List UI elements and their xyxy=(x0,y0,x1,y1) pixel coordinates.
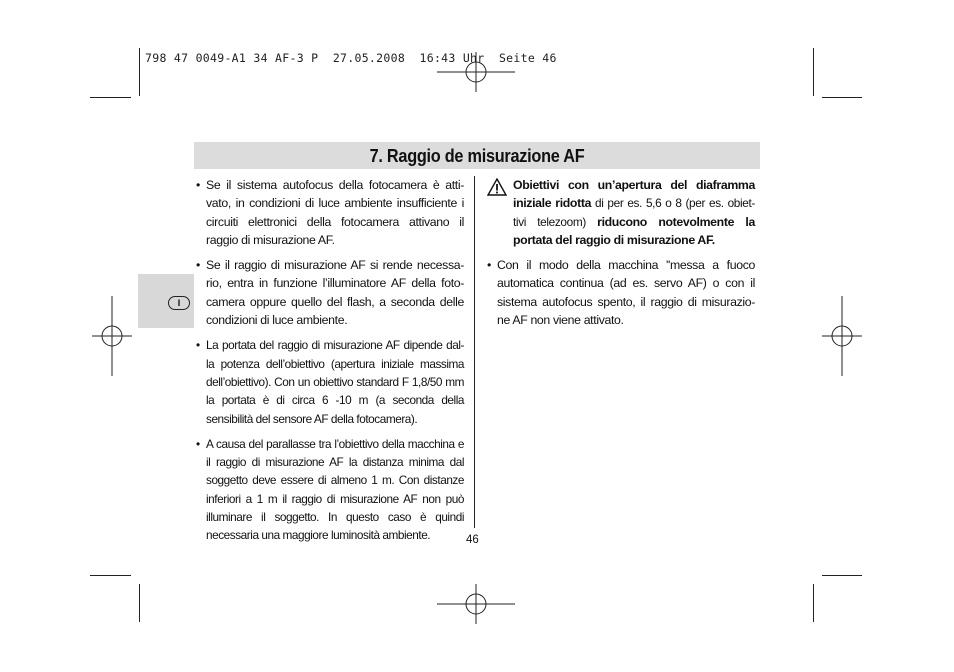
crop-mark xyxy=(90,575,131,576)
column-divider xyxy=(474,176,475,528)
crop-mark xyxy=(813,48,814,96)
language-tab xyxy=(138,274,194,328)
print-header: 798 47 0049-A1 34 AF-3 P 27.05.2008 16:43 Uhr Seite 46 xyxy=(145,51,557,65)
list-item: • La portata del raggio di misurazione AF dipende dal-la potenza dell’obiettivo (apertura iniziale massima dell’obiettivo). Con un obiettivo standard F 1,8/50 mm la portata è di circa 6 -10 m (a seconda della sensibilità del sensore AF della fotocamera). xyxy=(196,336,464,427)
left-column xyxy=(196,176,464,552)
crop-mark xyxy=(139,48,140,96)
list-item: • A causa del parallasse tra l’obiettivo della macchina e il raggio di misurazione AF la distanza minima dal soggetto deve essere di almeno 1 m. Con distanze inferiori a 1 m il raggio di misurazione AF non può illuminare il soggetto. In questo caso è quindi necessaria una maggiore luminosità ambiente. xyxy=(196,435,464,545)
section-title-bar xyxy=(194,142,760,169)
page-number: 46 xyxy=(466,534,479,546)
right-column xyxy=(487,176,755,336)
crop-mark xyxy=(139,584,140,622)
registration-mark-icon xyxy=(822,296,862,376)
crop-mark xyxy=(822,97,862,98)
language-tab-label: I xyxy=(168,296,190,310)
registration-mark-icon xyxy=(437,52,515,92)
warning-triangle-icon xyxy=(487,178,507,196)
crop-mark xyxy=(813,584,814,622)
registration-mark-icon xyxy=(92,296,132,376)
list-item: • Se il sistema autofocus della fotocamera è atti-vato, in condizioni di luce ambiente insufficiente i circuiti elettronici della fotocamera attivano il raggio di misurazione AF. xyxy=(196,176,464,249)
warning-note xyxy=(487,176,755,249)
registration-mark-icon xyxy=(437,584,515,624)
crop-mark xyxy=(822,575,862,576)
list-item: • Se il raggio di misurazione AF si rende necessa-rio, entra in funzione l’illuminatore AF della foto-camera oppure quello del flash, a seconda delle condizioni di luce ambiente. xyxy=(196,256,464,329)
list-item: • Con il modo della macchina ''messa a fuoco automatica continua (ad es. servo AF) o con il sistema autofocus spento, il raggio di misurazio-ne AF non viene attivato. xyxy=(487,256,755,329)
section-title: 7. Raggio de misurazione AF xyxy=(369,145,585,166)
warning-bold-text: Obiettivi con un’apertura del diaframma iniziale ridotta xyxy=(513,178,755,211)
warning-bold-text: riducono notevolmente la portata del raggio di misurazione AF. xyxy=(513,214,755,247)
warning-text: di per es. 5,6 o 8 (per es. obiet-tivi telezoom) xyxy=(513,196,755,229)
crop-mark xyxy=(90,97,131,98)
